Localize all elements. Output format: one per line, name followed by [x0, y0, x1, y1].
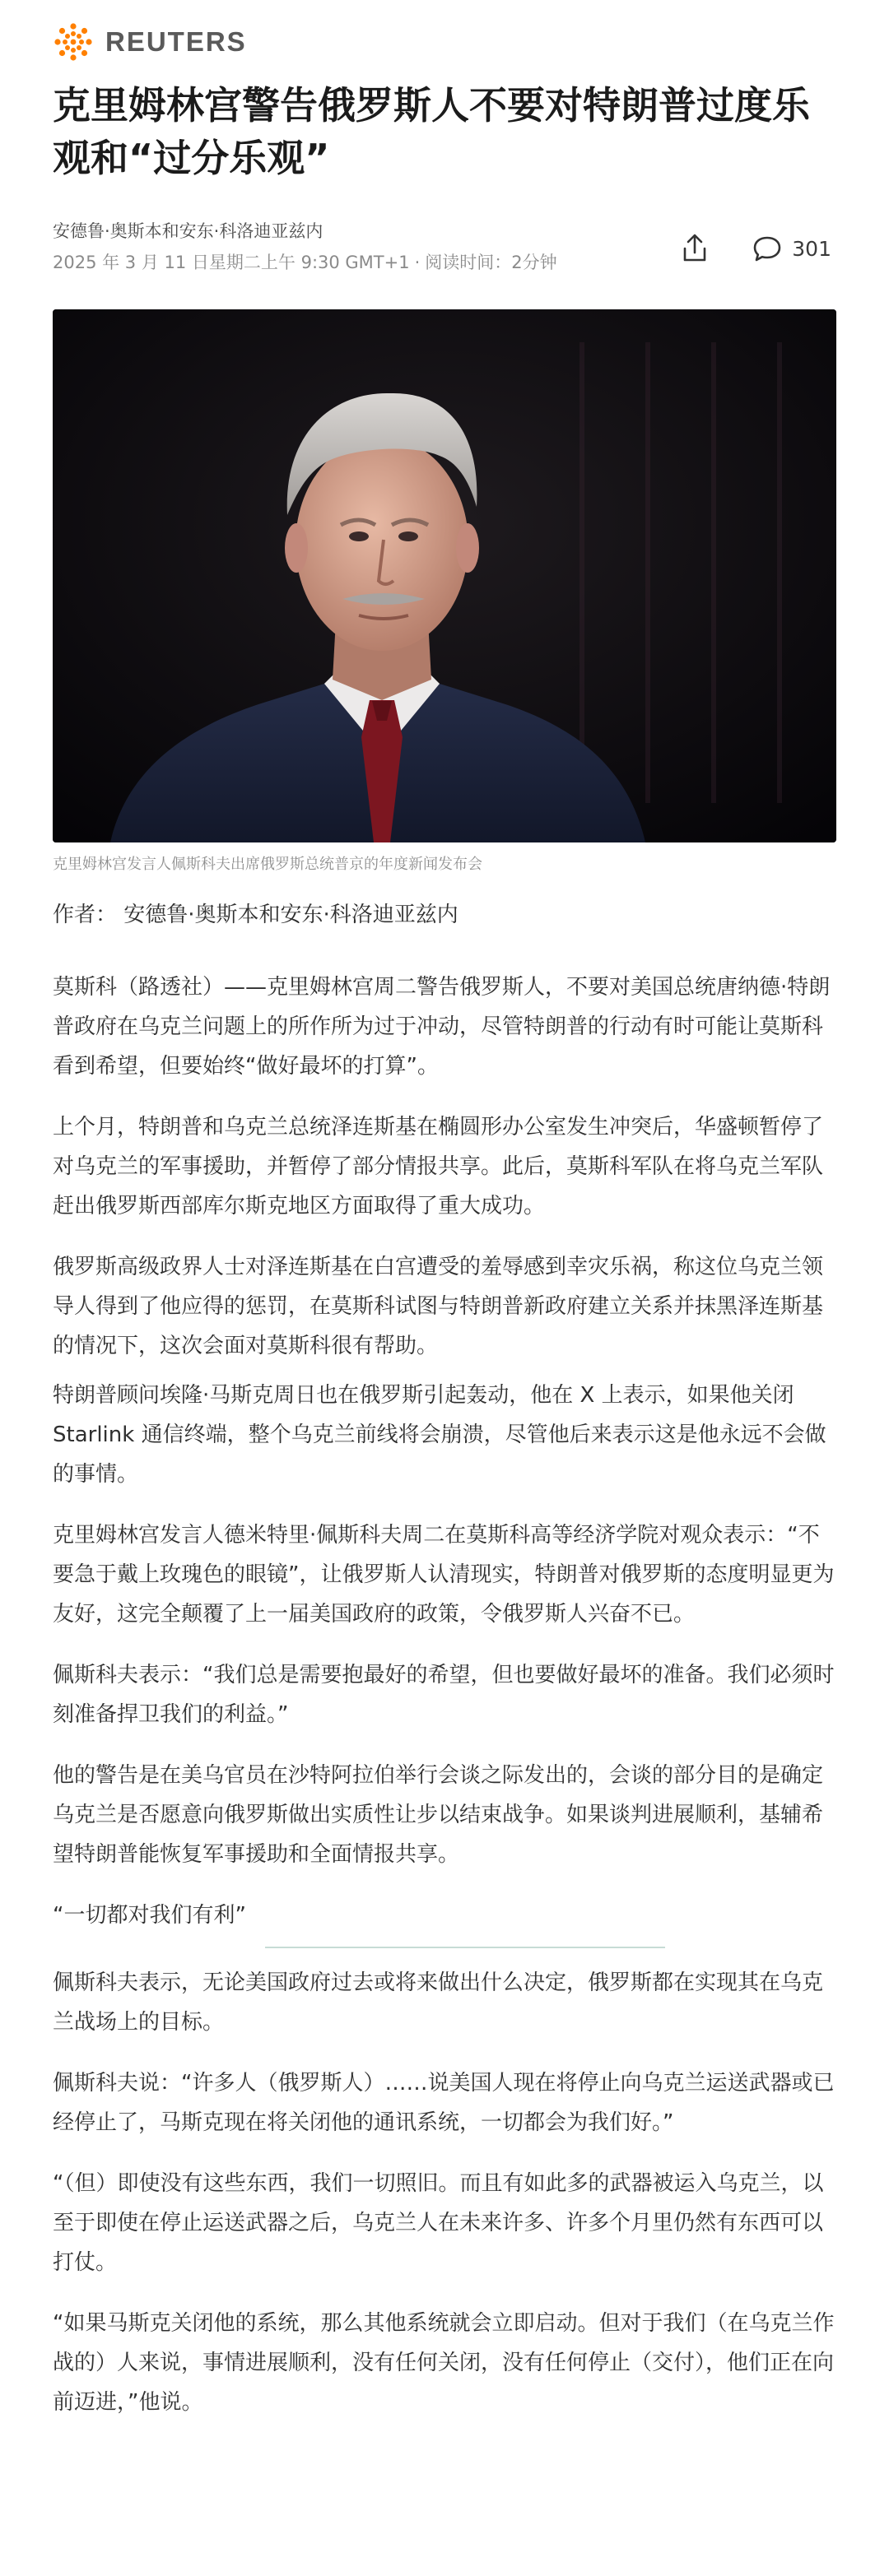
read-time: 阅读时间：2分钟: [425, 253, 557, 272]
section-divider: [265, 1947, 665, 1948]
article-headline: 克里姆林宫警告俄罗斯人不要对特朗普过度乐观和“过分乐观”: [53, 83, 810, 180]
article-photo[interactable]: [53, 309, 836, 842]
body-paragraph: 佩斯科夫表示，无论美国政府过去或将来做出什么决定，俄罗斯都在实现其在乌克兰战场上的目标。: [53, 1970, 824, 2035]
body-paragraph: 佩斯科夫表示：“我们总是需要抱最好的希望，但也要做好最坏的准备。我们必须时刻准备捍卫我们的利益。”: [53, 1663, 835, 1727]
body-paragraph: 上个月，特朗普和乌克兰总统泽连斯基在椭圆形办公室发生冲突后，华盛顿暂停了对乌克兰的军事援助，并暂停了部分情报共享。此后，莫斯科军队在将乌克兰军队赶出俄罗斯西部库尔斯克地区方面取得了重大成功。: [53, 1115, 824, 1218]
comment-icon[interactable]: [751, 232, 784, 265]
body-paragraph: 莫斯科（路透社）——克里姆林宫周二警告俄罗斯人，不要对美国总统唐纳德·特朗普政府在乌克兰问题上的所作所为过于冲动，尽管特朗普的行动有时可能让莫斯科看到希望，但要始终“做好最坏的打算”。: [53, 975, 831, 1079]
comment-count[interactable]: 301: [792, 236, 831, 261]
body-paragraph: “（但）即使没有这些东西，我们一切照旧。而且有如此多的武器被运入乌克兰，以至于即使在停止运送武器之后，乌克兰人在未来许多、许多个月里仍然有东西可以打仗。: [53, 2171, 824, 2275]
article-actions: [678, 232, 831, 265]
reuters-dot-logo-icon[interactable]: [53, 21, 94, 63]
section-subhead: “一切都对我们有利”: [53, 1903, 246, 1928]
article-authors[interactable]: 安德鲁·奥斯本和安东·科洛迪亚兹内: [53, 221, 323, 241]
body-paragraph: 佩斯科夫说：“许多人（俄罗斯人）……说美国人现在将停止向乌克兰运送武器或已经停止了，马斯克现在将关闭他的通讯系统，一切都会为我们好。”: [53, 2071, 835, 2135]
site-header: [53, 0, 836, 77]
brand-wordmark[interactable]: REUTERS: [105, 26, 247, 57]
share-icon[interactable]: [678, 232, 711, 265]
meta-separator: ·: [414, 253, 421, 272]
article-meta: [53, 219, 836, 285]
body-paragraph: “如果马斯克关闭他的系统，那么其他系统就会立即启动。但对于我们（在乌克兰作战的）人来说，事情进展顺利，没有任何关闭，没有任何停止（交付），他们正在向前迈进，”他说。: [53, 2311, 835, 2415]
body-paragraph: 俄罗斯高级政界人士对泽连斯基在白宫遭受的羞辱感到幸灾乐祸，称这位乌克兰领导人得到了他应得的惩罚，在莫斯科试图与特朗普新政府建立关系并抹黑泽连斯基的情况下，这次会面对莫斯科很有帮助。: [53, 1255, 824, 1358]
photo-illustration: [53, 309, 836, 842]
photo-caption: 克里姆林宫发言人佩斯科夫出席俄罗斯总统普京的年度新闻发布会: [53, 856, 482, 873]
publish-date: 2025 年 3 月 11 日星期二上午 9:30 GMT+1: [53, 253, 410, 272]
article-body: [53, 895, 836, 2422]
body-paragraph: 他的警告是在美乌官员在沙特阿拉伯举行会谈之际发出的，会谈的部分目的是确定乌克兰是否愿意向俄罗斯做出实质性让步以结束战争。如果谈判进展顺利，基辅希望特朗普能恢复军事援助和全面情报共享。: [53, 1763, 824, 1867]
body-paragraph: 特朗普顾问埃隆·马斯克周日也在俄罗斯引起轰动，他在 X 上表示，如果他关闭 Starlink 通信终端，整个乌克兰前线将会崩溃，尽管他后来表示这是他永远不会做的事情。: [53, 1383, 826, 1487]
body-paragraph: 克里姆林宫发言人德米特里·佩斯科夫周二在莫斯科高等经济学院对观众表示：“不要急于戴上玫瑰色的眼镜”，让俄罗斯人认清现实，特朗普对俄罗斯的态度明显更为友好，这完全颠覆了上一届美国政府的政策，令俄罗斯人兴奋不已。: [53, 1523, 835, 1627]
body-byline: 作者： 安德鲁·奥斯本和安东·科洛迪亚兹内: [53, 903, 458, 927]
